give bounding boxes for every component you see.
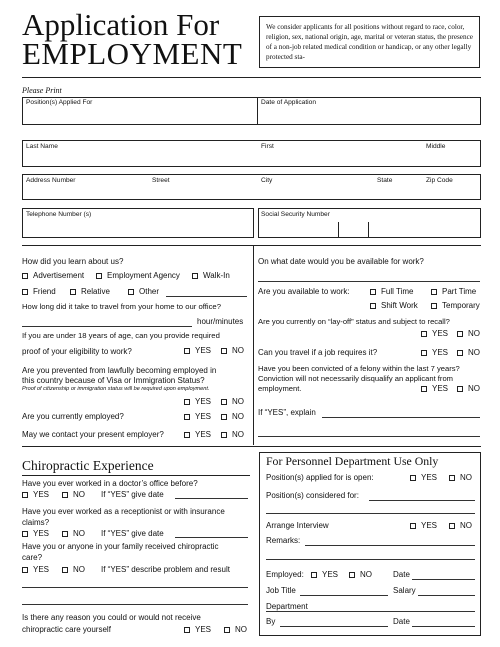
prevented-question-1: Are you prevented from lawfully becoming employed in (22, 366, 217, 375)
travel-job-question: Can you travel if a job requires it? (258, 348, 378, 357)
felony-question-1: Have you been convicted of a felony within the last 7 years? (258, 364, 460, 373)
by-date-line[interactable] (412, 626, 475, 627)
felony-question-3: employment. (258, 384, 302, 393)
prevented-no-checkbox[interactable] (221, 399, 227, 405)
under18-no-checkbox[interactable] (221, 348, 227, 354)
available-date-question: On what date would you be available for work? (258, 257, 424, 266)
no-label: NO (232, 412, 244, 421)
remarks-line-1[interactable] (305, 545, 475, 546)
full-time-label: Full Time (381, 287, 414, 296)
chiro-q2-no-checkbox[interactable] (62, 531, 68, 537)
chiro-q3-line1: Have you or anyone in your family received chiropractic (22, 542, 219, 551)
state-label: State (377, 177, 393, 184)
yes-label: YES (432, 348, 449, 357)
considered-line-2[interactable] (266, 513, 475, 514)
no-label: NO (73, 490, 85, 499)
hour-minutes-label: hour/minutes (197, 317, 244, 326)
felony-question-2: Conviction will not necessarily disqualify an applicant from (258, 374, 453, 383)
contact-no-checkbox[interactable] (221, 432, 227, 438)
section-rule (22, 446, 481, 447)
yes-label: YES (33, 490, 50, 499)
shift-work-label: Shift Work (381, 301, 418, 310)
contact-employer-question: May we contact your present employer? (22, 430, 164, 439)
travel-no-checkbox[interactable] (457, 350, 463, 356)
employed-label: Employed: (266, 570, 304, 579)
chiro-q1-date-line[interactable] (175, 498, 248, 499)
friend-checkbox[interactable] (22, 289, 28, 295)
chiro-q3-line-b[interactable] (22, 604, 248, 605)
prevented-question-2: this country because of Visa or Immigration Status? (22, 376, 205, 385)
please-print-label: Please Print (22, 86, 62, 95)
no-label: NO (232, 397, 244, 406)
no-label: NO (232, 346, 244, 355)
under18-question-2: proof of your eligibility to work? (22, 347, 132, 356)
layoff-yes-checkbox[interactable] (421, 331, 427, 337)
job-title-line[interactable] (300, 595, 388, 596)
department-label: Department (266, 602, 308, 611)
yes-label: YES (195, 625, 212, 634)
chiro-section-title: Chiropractic Experience (22, 458, 154, 473)
under18-yes-checkbox[interactable] (184, 348, 190, 354)
travel-time-line[interactable] (22, 326, 192, 327)
eeo-notice-text: We consider applicants for all positions without regard to race, color, religion, sex, national origin, age, marital or veteran status, the presence of a non-job related medical condition or handicap, or any other legally protected sta- (266, 23, 473, 61)
layoff-question: Are you currently on “lay-off” status and subject to recall? (258, 317, 450, 326)
chiro-q4-no-checkbox[interactable] (224, 627, 230, 633)
form-title-line2: EMPLOYMENT (22, 36, 243, 71)
yes-label: YES (322, 570, 339, 579)
part-time-label: Part Time (442, 287, 477, 296)
learn-question: How did you learn about us? (22, 257, 124, 266)
remarks-label: Remarks: (266, 536, 301, 545)
advertisement-checkbox[interactable] (22, 273, 28, 279)
position-applied-label: Position(s) Applied For (26, 99, 93, 106)
temporary-checkbox[interactable] (431, 303, 437, 309)
no-label: NO (232, 430, 244, 439)
employed-question: Are you currently employed? (22, 412, 124, 421)
ssn-separator (368, 222, 369, 238)
under18-question-1: If you are under 18 years of age, can you provide required (22, 331, 220, 340)
by-label: By (266, 617, 276, 626)
considered-label: Position(s) considered for: (266, 491, 359, 500)
chiro-title-rule (22, 475, 250, 476)
open-no-checkbox[interactable] (449, 475, 455, 481)
chiro-q3-line-a[interactable] (22, 587, 248, 588)
chiro-q2-date-line[interactable] (175, 537, 248, 538)
job-title-label: Job Title (266, 586, 296, 595)
no-label: NO (468, 384, 480, 393)
other-checkbox[interactable] (128, 289, 134, 295)
full-time-checkbox[interactable] (370, 289, 376, 295)
header-rule (22, 77, 481, 78)
chiro-q1: Have you ever worked in a doctor’s office before? (22, 479, 198, 488)
last-name-label: Last Name (26, 143, 58, 150)
address-field-box[interactable] (22, 174, 481, 200)
no-label: NO (460, 521, 472, 530)
explain-line-2[interactable] (258, 436, 480, 437)
employed-date-line[interactable] (412, 579, 475, 580)
open-yes-checkbox[interactable] (410, 475, 416, 481)
chiro-q1-yes-checkbox[interactable] (22, 492, 28, 498)
interview-yes-checkbox[interactable] (410, 523, 416, 529)
other-label: Other (139, 287, 160, 296)
temporary-label: Temporary (442, 301, 480, 310)
chiro-q4-line1: Is there any reason you could or would not receive (22, 613, 201, 622)
prevented-yes-checkbox[interactable] (184, 399, 190, 405)
divider (257, 97, 258, 125)
department-line[interactable] (266, 611, 475, 612)
interview-no-checkbox[interactable] (449, 523, 455, 529)
chiro-q4-line2: chiropractic care yourself (22, 625, 111, 634)
no-label: NO (73, 529, 85, 538)
applied-open-label: Position(s) applied for is open: (266, 473, 374, 482)
friend-label: Friend (33, 287, 56, 296)
employment-agency-label: Employment Agency (107, 271, 180, 280)
advertisement-label: Advertisement (33, 271, 85, 280)
prevented-note: Proof of citizenship or immigration status will be required upon employment. (22, 386, 210, 392)
arrange-interview-label: Arrange Interview (266, 521, 329, 530)
chiro-q3-describe: If “YES” describe problem and result (101, 565, 230, 574)
yes-label: YES (432, 329, 449, 338)
contact-yes-checkbox[interactable] (184, 432, 190, 438)
column-divider (253, 246, 254, 445)
first-name-label: First (261, 143, 274, 150)
travel-yes-checkbox[interactable] (421, 350, 427, 356)
yes-label: YES (195, 412, 212, 421)
yes-label: YES (195, 430, 212, 439)
yes-label: YES (195, 346, 212, 355)
relative-label: Relative (81, 287, 110, 296)
yes-label: YES (432, 384, 449, 393)
zip-code-label: Zip Code (426, 177, 453, 184)
employed-yes-box[interactable] (311, 572, 317, 578)
walk-in-label: Walk-In (203, 271, 230, 280)
telephone-label: Telephone Number (s) (26, 211, 92, 218)
remarks-line-2[interactable] (266, 559, 475, 560)
employment-agency-checkbox[interactable] (96, 273, 102, 279)
employed-date-label: Date (393, 570, 410, 579)
no-label: NO (468, 329, 480, 338)
relative-checkbox[interactable] (70, 289, 76, 295)
city-label: City (261, 177, 273, 184)
salary-line[interactable] (418, 595, 475, 596)
layoff-no-checkbox[interactable] (457, 331, 463, 337)
no-label: NO (460, 473, 472, 482)
yes-label: YES (421, 473, 438, 482)
yes-label: YES (195, 397, 212, 406)
chiro-q2-give-date: If “YES” give date (101, 529, 164, 538)
street-label: Street (152, 177, 170, 184)
explain-line-1[interactable] (322, 417, 480, 418)
by-date-label: Date (393, 617, 410, 626)
felony-yes-checkbox[interactable] (421, 386, 427, 392)
no-label: NO (235, 625, 247, 634)
shift-work-checkbox[interactable] (370, 303, 376, 309)
available-to-work-label: Are you available to work: (258, 287, 350, 296)
address-number-label: Address Number (26, 177, 76, 184)
chiro-q4-yes-checkbox[interactable] (184, 627, 190, 633)
yes-label: YES (33, 529, 50, 538)
no-label: NO (73, 565, 85, 574)
if-yes-explain-label: If “YES”, explain (258, 408, 316, 417)
chiro-q2-line1: Have you ever worked as a receptionist or with insurance (22, 507, 225, 516)
personnel-title: For Personnel Department Use Only (266, 454, 439, 468)
chiro-q2-yes-checkbox[interactable] (22, 531, 28, 537)
employed-no-box[interactable] (349, 572, 355, 578)
name-field-box[interactable] (22, 140, 481, 167)
middle-name-label: Middle (426, 143, 446, 150)
ssn-separator (338, 222, 339, 238)
date-of-application-label: Date of Application (261, 99, 316, 106)
section-rule (22, 245, 481, 246)
chiro-q3-yes-checkbox[interactable] (22, 567, 28, 573)
chiro-q2-line2: claims? (22, 518, 50, 527)
no-label: NO (360, 570, 372, 579)
travel-question: How long did it take to travel from your home to our office? (22, 302, 221, 311)
by-line[interactable] (280, 626, 388, 627)
employed-no-checkbox[interactable] (221, 414, 227, 420)
yes-label: YES (33, 565, 50, 574)
felony-no-checkbox[interactable] (457, 386, 463, 392)
no-label: NO (468, 348, 480, 357)
chiro-q3-no-checkbox[interactable] (62, 567, 68, 573)
part-time-checkbox[interactable] (431, 289, 437, 295)
walk-in-checkbox[interactable] (192, 273, 198, 279)
form-title-line1: Application For (22, 7, 220, 42)
chiro-q3-line2: care? (22, 553, 43, 562)
yes-label: YES (421, 521, 438, 530)
chiro-q1-no-checkbox[interactable] (62, 492, 68, 498)
employed-yes-checkbox[interactable] (184, 414, 190, 420)
considered-line-1[interactable] (369, 500, 475, 501)
other-write-line[interactable] (166, 296, 247, 297)
salary-label: Salary (393, 586, 416, 595)
ssn-label: Social Security Number (261, 211, 330, 218)
chiro-q1-give-date: If “YES” give date (101, 490, 164, 499)
available-date-line[interactable] (258, 281, 480, 282)
